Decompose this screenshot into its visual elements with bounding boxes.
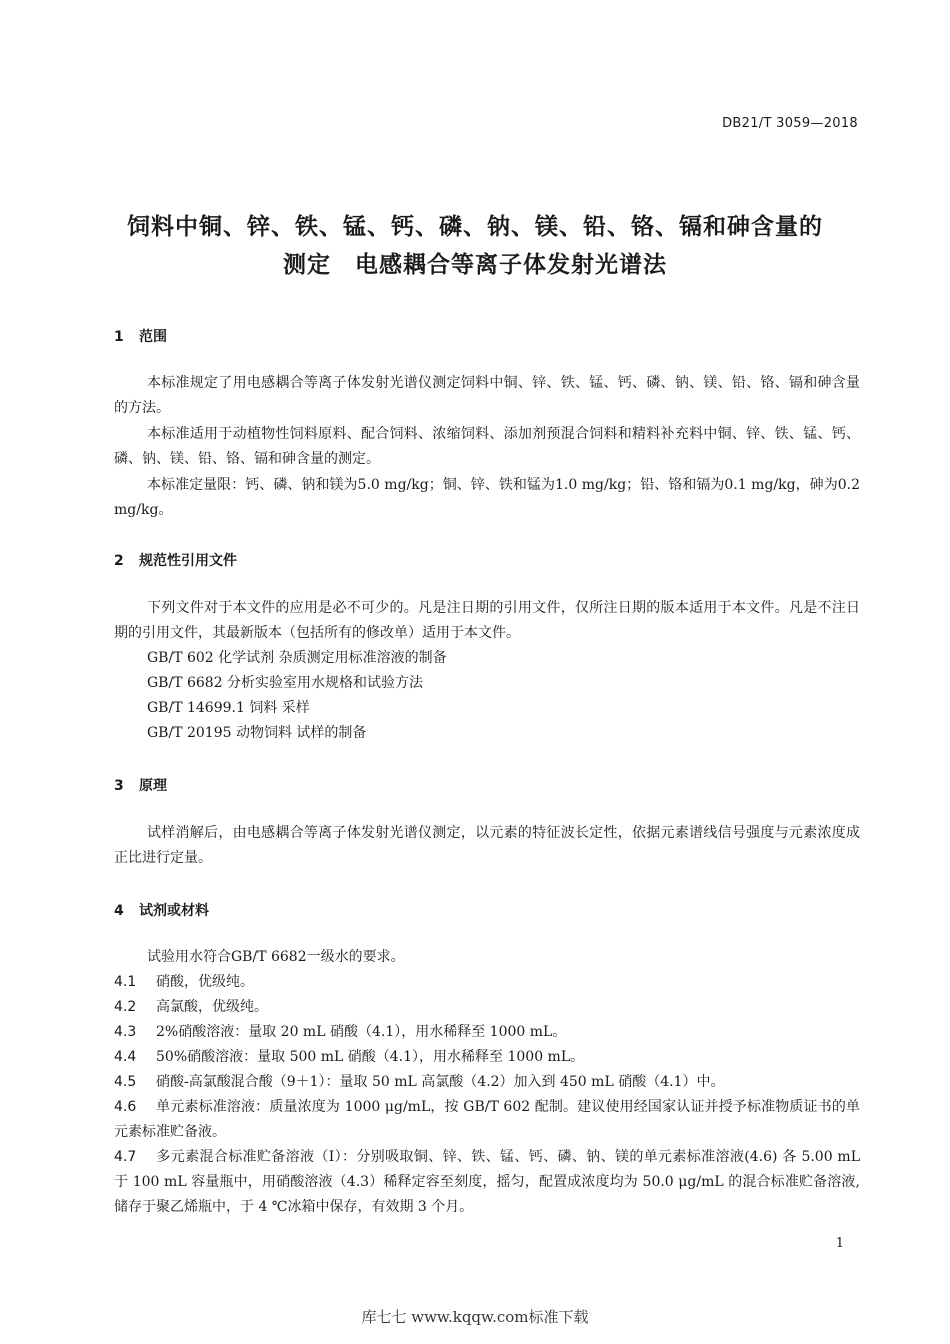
list-item [114, 995, 860, 1020]
paragraph: 下列文件对于本文件的应用是必不可少的。凡是注日期的引用文件，仅所注日期的版本适用于本文件。凡是不注日期的引用文件，其最新版本（包括所有的修改单）适用于本文件。 [114, 600, 860, 641]
section-heading-reagents [114, 900, 209, 920]
item-number: 4.2 [114, 999, 137, 1015]
section-heading-principle [114, 775, 167, 795]
item-number: 4.5 [114, 1074, 137, 1090]
paragraph: 本标准规定了用电感耦合等离子体发射光谱仪测定饲料中铜、锌、铁、锰、钙、磷、钠、镁、铅、铬、镉和砷含量的方法。 [114, 375, 860, 416]
item-text: 多元素混合标准贮备溶液（Ⅰ）：分别吸取铜、锌、铁、锰、钙、磷、钠、镁的单元素标准溶液(4.6) 各 5.00 mL 于 100 mL 容量瓶中，用硝酸溶液（4.3）稀释定容至刻度，摇匀，配置成浓度均为 50.0 μg/mL 的混合标准贮备溶液,储存于聚乙烯瓶中，于 4 ℃冰箱中保存，有效期 3 个月。 [114, 1149, 860, 1215]
paragraph: 本标准定量限：钙、磷、钠和镁为5.0 mg/kg；铜、锌、铁和锰为1.0 mg/kg；铅、铬和镉为0.1 mg/kg，砷为0.2 mg/kg。 [114, 477, 860, 518]
item-text: 50%硝酸溶液：量取 500 mL 硝酸（4.1），用水稀释至 1000 mL。 [156, 1049, 585, 1065]
section-title: 范围 [139, 329, 167, 345]
section-title: 原理 [139, 778, 167, 794]
section-title: 试剂或材料 [139, 903, 209, 919]
page-number: 1 [835, 1236, 844, 1251]
list-item [114, 1045, 860, 1070]
paragraph: 试验用水符合GB/T 6682一级水的要求。 [147, 949, 405, 965]
list-item [114, 1070, 860, 1095]
section-number: 4 [114, 903, 124, 919]
list-item [114, 1145, 860, 1220]
section-number: 2 [114, 553, 124, 569]
item-number: 4.7 [114, 1149, 137, 1165]
item-text: 单元素标准溶液：质量浓度为 1000 μg/mL，按 GB/T 602 配制。建议使用经国家认证并授予标准物质证书的单元素标准贮备液。 [114, 1099, 860, 1140]
document-title-line-2: 测定 电感耦合等离子体发射光谱法 [283, 252, 667, 278]
reference-item: GB/T 20195 动物饲料 试样的制备 [147, 725, 367, 741]
paragraph: 本标准适用于动植物性饲料原料、配合饲料、浓缩饲料、添加剂预混合饲料和精料补充料中铜、锌、铁、锰、钙、磷、钠、镁、铅、铬、镉和砷含量的测定。 [114, 426, 860, 467]
item-number: 4.1 [114, 974, 137, 990]
list-item [114, 970, 860, 995]
section-number: 1 [114, 329, 124, 345]
document-code: DB21/T 3059—2018 [722, 116, 858, 131]
section-title: 规范性引用文件 [139, 553, 237, 569]
document-title-line-1: 饲料中铜、锌、铁、锰、钙、磷、钠、镁、铅、铬、镉和砷含量的 [127, 214, 823, 240]
reference-item: GB/T 6682 分析实验室用水规格和试验方法 [147, 675, 424, 691]
item-text: 2%硝酸溶液：量取 20 mL 硝酸（4.1），用水稀释至 1000 mL。 [156, 1024, 567, 1040]
list-item [114, 1020, 860, 1045]
reference-item: GB/T 14699.1 饲料 采样 [147, 700, 310, 716]
paragraph: 试样消解后，由电感耦合等离子体发射光谱仪测定，以元素的特征波长定性，依据元素谱线信号强度与元素浓度成正比进行定量。 [114, 825, 860, 866]
item-number: 4.3 [114, 1024, 137, 1040]
item-text: 硝酸，优级纯。 [156, 974, 254, 990]
item-number: 4.6 [114, 1099, 137, 1115]
item-number: 4.4 [114, 1049, 137, 1065]
watermark-footer: 库七七 www.kqqw.com标准下载 [361, 1308, 589, 1326]
item-text: 硝酸-高氯酸混合酸（9＋1）：量取 50 mL 高氯酸（4.2）加入到 450 mL 硝酸（4.1）中。 [156, 1074, 725, 1090]
section-number: 3 [114, 778, 124, 794]
section-heading-normative-references [114, 550, 237, 570]
reference-item: GB/T 602 化学试剂 杂质测定用标准溶液的制备 [147, 650, 447, 666]
section-heading-scope [114, 326, 167, 346]
item-text: 高氯酸，优级纯。 [156, 999, 268, 1015]
list-item [114, 1095, 860, 1145]
